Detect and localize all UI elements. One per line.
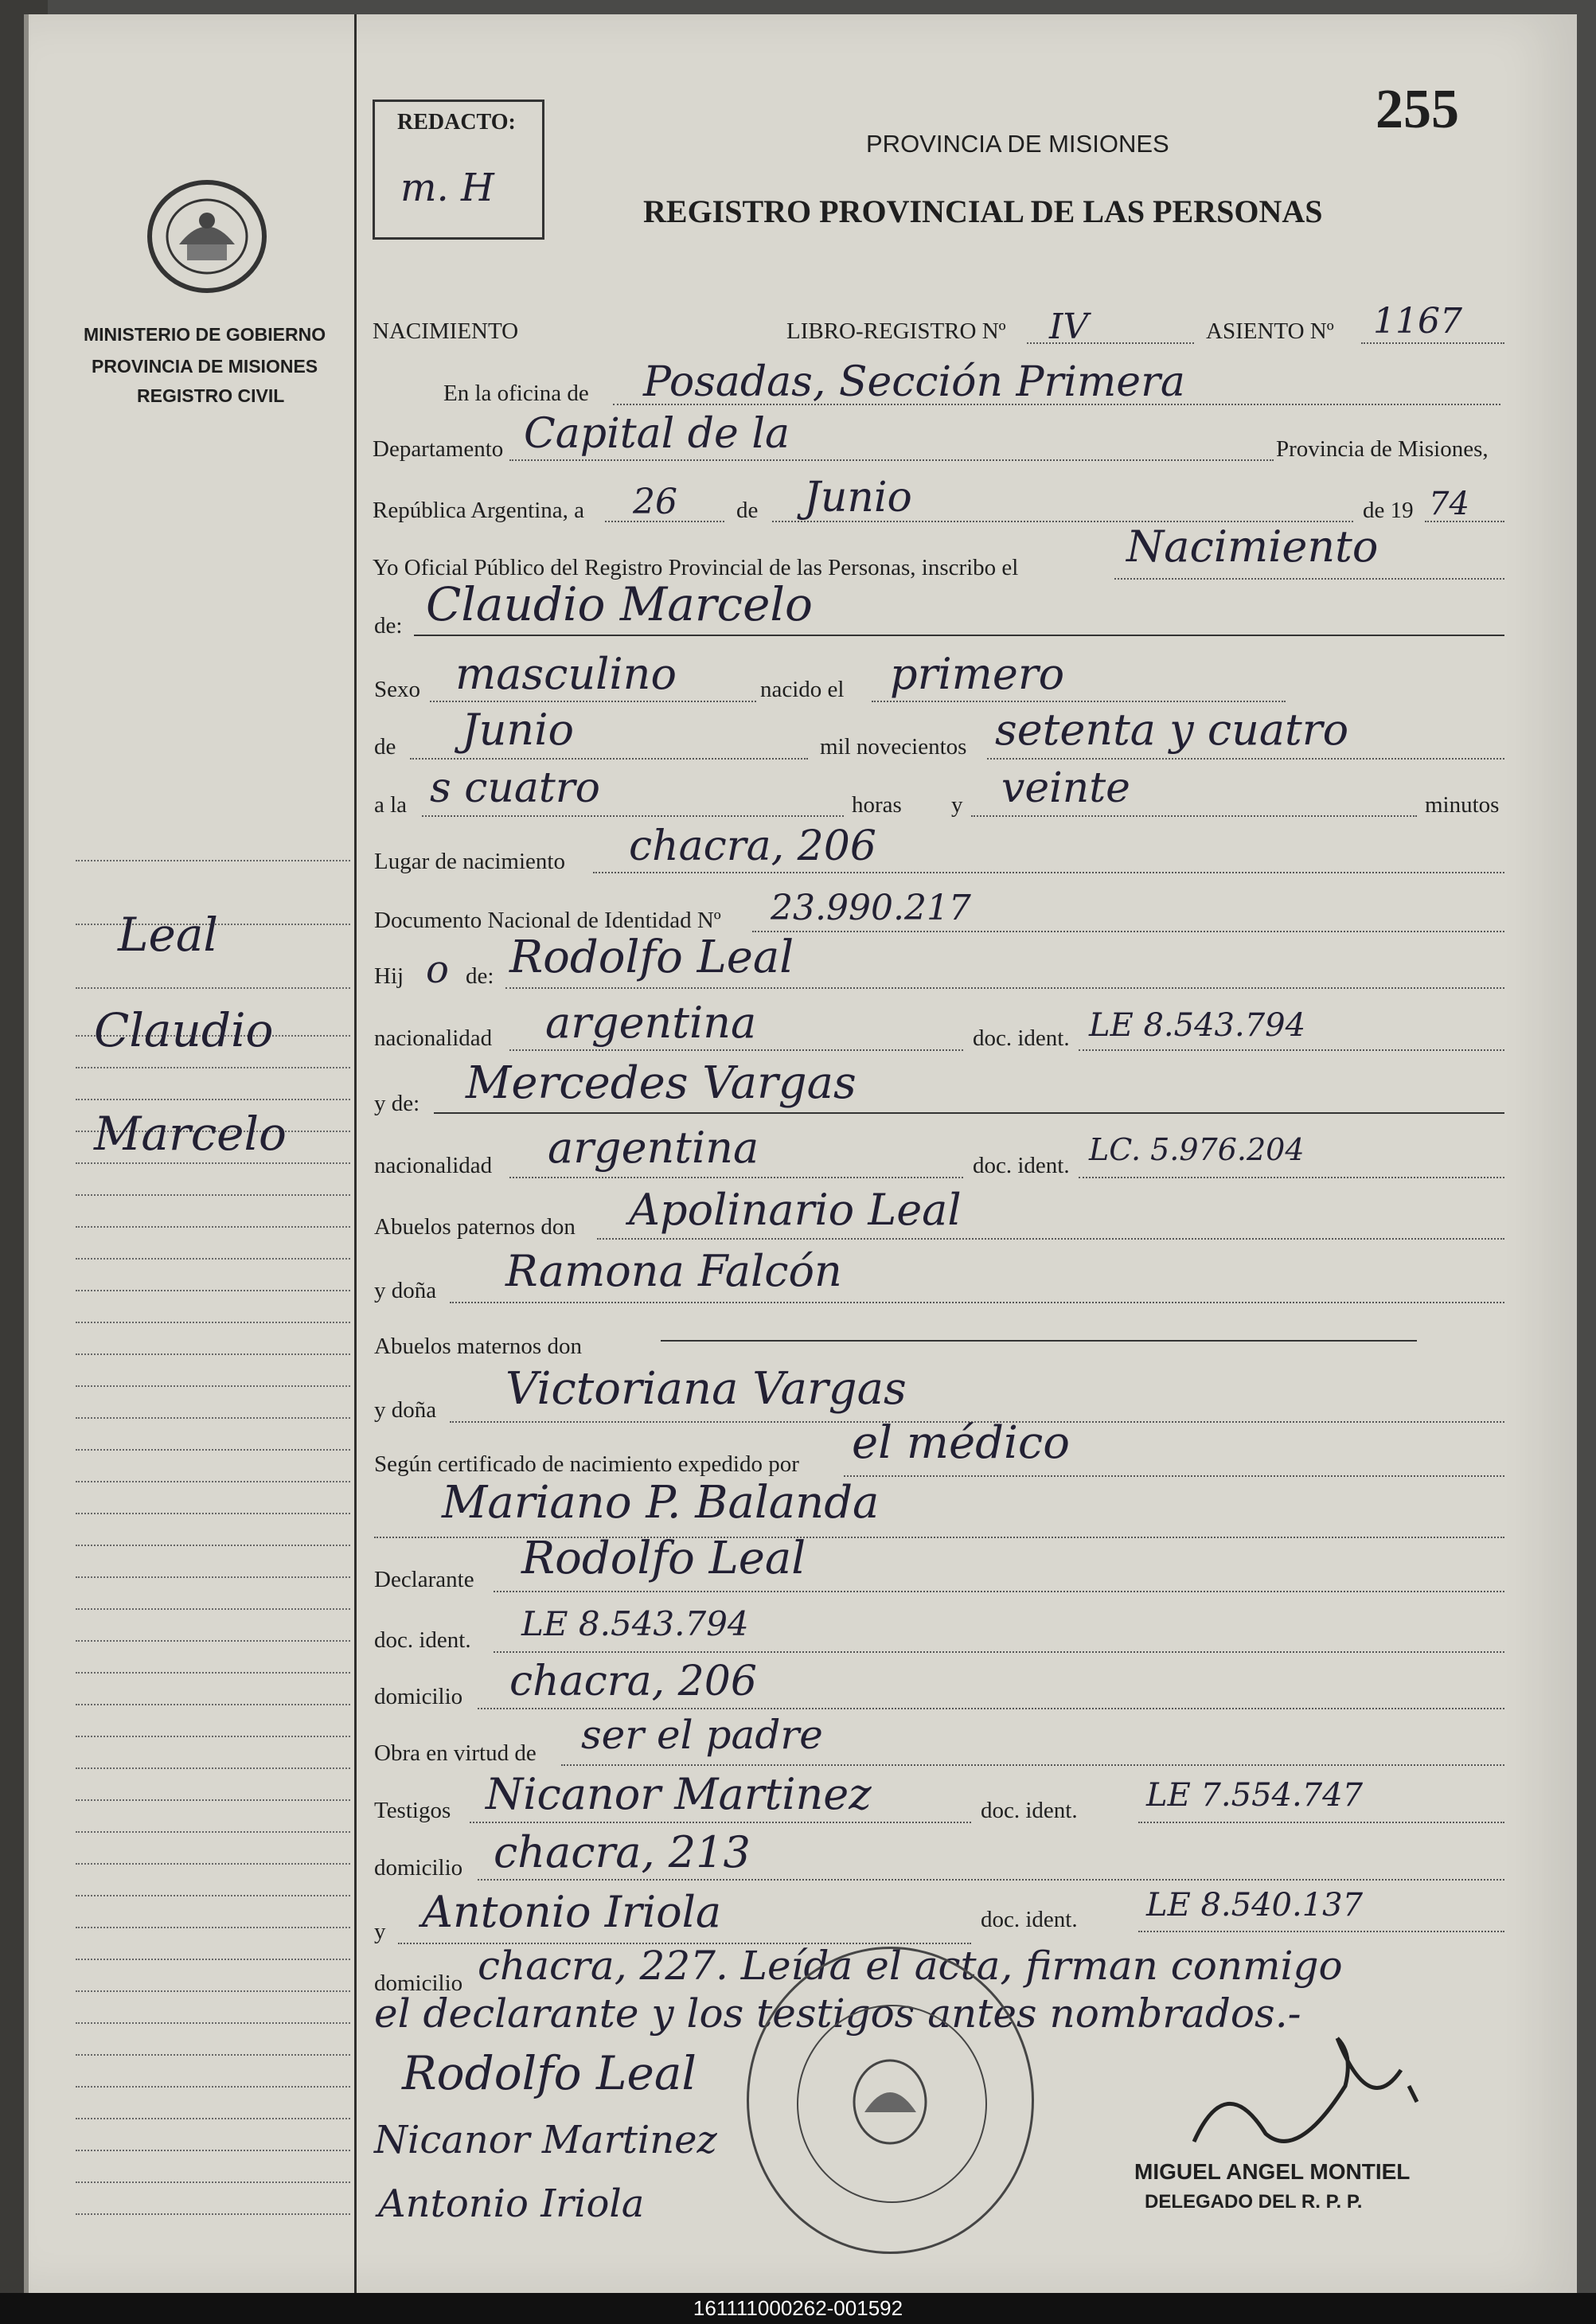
- dni-value: 23.990.217: [771, 888, 971, 928]
- doc5-label: doc. ident.: [981, 1907, 1078, 1932]
- signature-testigo-1: Nicanor Martinez: [374, 2118, 717, 2162]
- nac1-value: argentina: [545, 998, 757, 1048]
- dom3-label: domicilio: [374, 1971, 463, 1996]
- official-signature: [1178, 2022, 1433, 2166]
- y-label: y: [951, 792, 963, 818]
- ab-mat-label: Abuelos maternos don: [374, 1334, 582, 1359]
- signature-testigo-2: Antonio Iriola: [378, 2181, 645, 2226]
- official-name: MIGUEL ANGEL MONTIEL: [1134, 2159, 1411, 2184]
- nac2-value: argentina: [548, 1123, 759, 1173]
- libro-label: LIBRO-REGISTRO Nº: [786, 318, 1006, 344]
- oficina-value: Posadas, Sección Primera: [643, 358, 1185, 406]
- inscribo-value: Nacimiento: [1126, 521, 1379, 572]
- asiento-value: 1167: [1373, 301, 1462, 342]
- mil-value: setenta y cuatro: [995, 705, 1349, 755]
- hijo-label-a: Hij: [374, 963, 404, 989]
- sidebar-middle-name: Marcelo: [94, 1107, 287, 1161]
- ab-pat-value: Apolinario Leal: [629, 1185, 962, 1235]
- anio-value: 74: [1429, 486, 1469, 522]
- republica-label: República Argentina, a: [373, 498, 585, 523]
- doc4-value: LE 7.554.747: [1146, 1777, 1364, 1814]
- lugar-value: chacra, 206: [629, 822, 876, 870]
- inscribo-label: Yo Oficial Público del Registro Provincial de las Personas, inscribo el: [373, 555, 1019, 580]
- libro-value: IV: [1049, 307, 1089, 347]
- nac2-label: nacionalidad: [374, 1153, 493, 1178]
- crest-seal-icon: [143, 177, 271, 296]
- ab-pat-label: Abuelos paternos don: [374, 1214, 576, 1240]
- official-title: DELEGADO DEL R. P. P.: [1145, 2191, 1363, 2213]
- hijo-value: o: [426, 947, 449, 992]
- ala-label: a la: [374, 792, 408, 818]
- medico-value: Mariano P. Balanda: [442, 1477, 880, 1529]
- signature-declarante: Rodolfo Leal: [402, 2046, 697, 2100]
- ydona2-label: y doña: [374, 1397, 437, 1423]
- dom1-value: chacra, 206: [509, 1658, 757, 1705]
- doc1-value: LE 8.543.794: [1089, 1007, 1306, 1044]
- testigo1-value: Nicanor Martinez: [486, 1769, 872, 1819]
- yde-label: y de:: [374, 1091, 420, 1116]
- redacto-label: REDACTO:: [397, 110, 516, 135]
- departamento-value: Capital de la: [524, 410, 790, 458]
- sidebar-ministry: MINISTERIO DE GOBIERNO: [84, 324, 326, 345]
- minutos-label: minutos: [1425, 792, 1500, 818]
- ala-value: s cuatro: [430, 764, 600, 812]
- doc3-label: doc. ident.: [374, 1627, 471, 1653]
- sexo-value: masculino: [455, 649, 677, 699]
- record-type-label: NACIMIENTO: [373, 318, 519, 344]
- testigos-label: Testigos: [374, 1798, 451, 1823]
- ydona2-value: Victoriana Vargas: [505, 1363, 907, 1415]
- doc5-value: LE 8.540.137: [1146, 1887, 1364, 1924]
- province-title: PROVINCIA DE MISIONES: [866, 130, 1169, 158]
- asiento-label: ASIENTO Nº: [1206, 318, 1334, 344]
- redacto-value: m. H: [400, 166, 494, 210]
- nacido-value: primero: [890, 649, 1065, 699]
- dom3-value: chacra, 227. Leída el acta, firman conmigo: [478, 1943, 1343, 1989]
- page-number: 255: [1376, 79, 1459, 140]
- y2-label: y: [374, 1919, 386, 1944]
- dom1-label: domicilio: [374, 1684, 463, 1709]
- lugar-label: Lugar de nacimiento: [374, 849, 565, 874]
- declarante-label: Declarante: [374, 1567, 474, 1592]
- dia-value: 26: [633, 482, 677, 522]
- sidebar-registry: REGISTRO CIVIL: [137, 385, 285, 406]
- redacto-box: [373, 100, 544, 240]
- departamento-label: Departamento: [373, 436, 504, 462]
- dom2-label: domicilio: [374, 1855, 463, 1881]
- nac1-label: nacionalidad: [374, 1025, 493, 1051]
- registry-title: REGISTRO PROVINCIAL DE LAS PERSONAS: [643, 193, 1323, 229]
- de-anio-label: de 19: [1363, 498, 1414, 523]
- obra-label: Obra en virtud de: [374, 1740, 537, 1766]
- doc1-label: doc. ident.: [973, 1025, 1070, 1051]
- doc4-label: doc. ident.: [981, 1798, 1078, 1823]
- doc2-label: doc. ident.: [973, 1153, 1070, 1178]
- dom2-value: chacra, 213: [494, 1827, 751, 1877]
- seal-crest-icon: [849, 2056, 932, 2148]
- sexo-label: Sexo: [374, 677, 420, 702]
- hijo-label-b: de:: [466, 963, 494, 989]
- de-nombre-label: de:: [374, 613, 403, 639]
- nombre-value: Claudio Marcelo: [426, 577, 813, 631]
- horas-label: horas: [852, 792, 902, 818]
- padre-value: Rodolfo Leal: [509, 932, 794, 983]
- ydona1-label: y doña: [374, 1278, 437, 1303]
- doc3-value: LE 8.543.794: [521, 1604, 749, 1643]
- cert-label: Según certificado de nacimiento expedido por: [374, 1451, 799, 1477]
- doc2-value: LC. 5.976.204: [1089, 1132, 1305, 1167]
- minutos-value: veinte: [1001, 764, 1130, 812]
- mes-value: Junio: [804, 474, 912, 521]
- mil-label: mil novecientos: [820, 734, 967, 760]
- oficina-label: En la oficina de: [443, 381, 589, 406]
- sidebar-first-name: Claudio: [94, 1003, 274, 1057]
- official-seal-stamp: [747, 1947, 1034, 2254]
- obra-value: ser el padre: [581, 1712, 823, 1758]
- mes2-value: Junio: [462, 705, 574, 755]
- sidebar-province: PROVINCIA DE MISIONES: [92, 356, 318, 377]
- ydona1-value: Ramona Falcón: [505, 1246, 842, 1296]
- de2-label: de: [374, 734, 396, 760]
- testigo2-value: Antonio Iriola: [422, 1887, 722, 1937]
- margin-rule: [354, 14, 357, 2293]
- cierre-value: el declarante y los testigos antes nombrados.-: [374, 1990, 1301, 2037]
- madre-value: Mercedes Vargas: [466, 1057, 857, 1109]
- sidebar-surname: Leal: [118, 908, 218, 962]
- provincia-suffix: Provincia de Misiones,: [1276, 436, 1489, 462]
- document-footer-id: 161111000262-001592: [0, 2293, 1596, 2324]
- nacido-label: nacido el: [760, 677, 845, 702]
- de-label: de: [736, 498, 759, 523]
- dni-label: Documento Nacional de Identidad Nº: [374, 908, 721, 933]
- declarante-value: Rodolfo Leal: [521, 1533, 806, 1584]
- cert-value: el médico: [852, 1417, 1070, 1469]
